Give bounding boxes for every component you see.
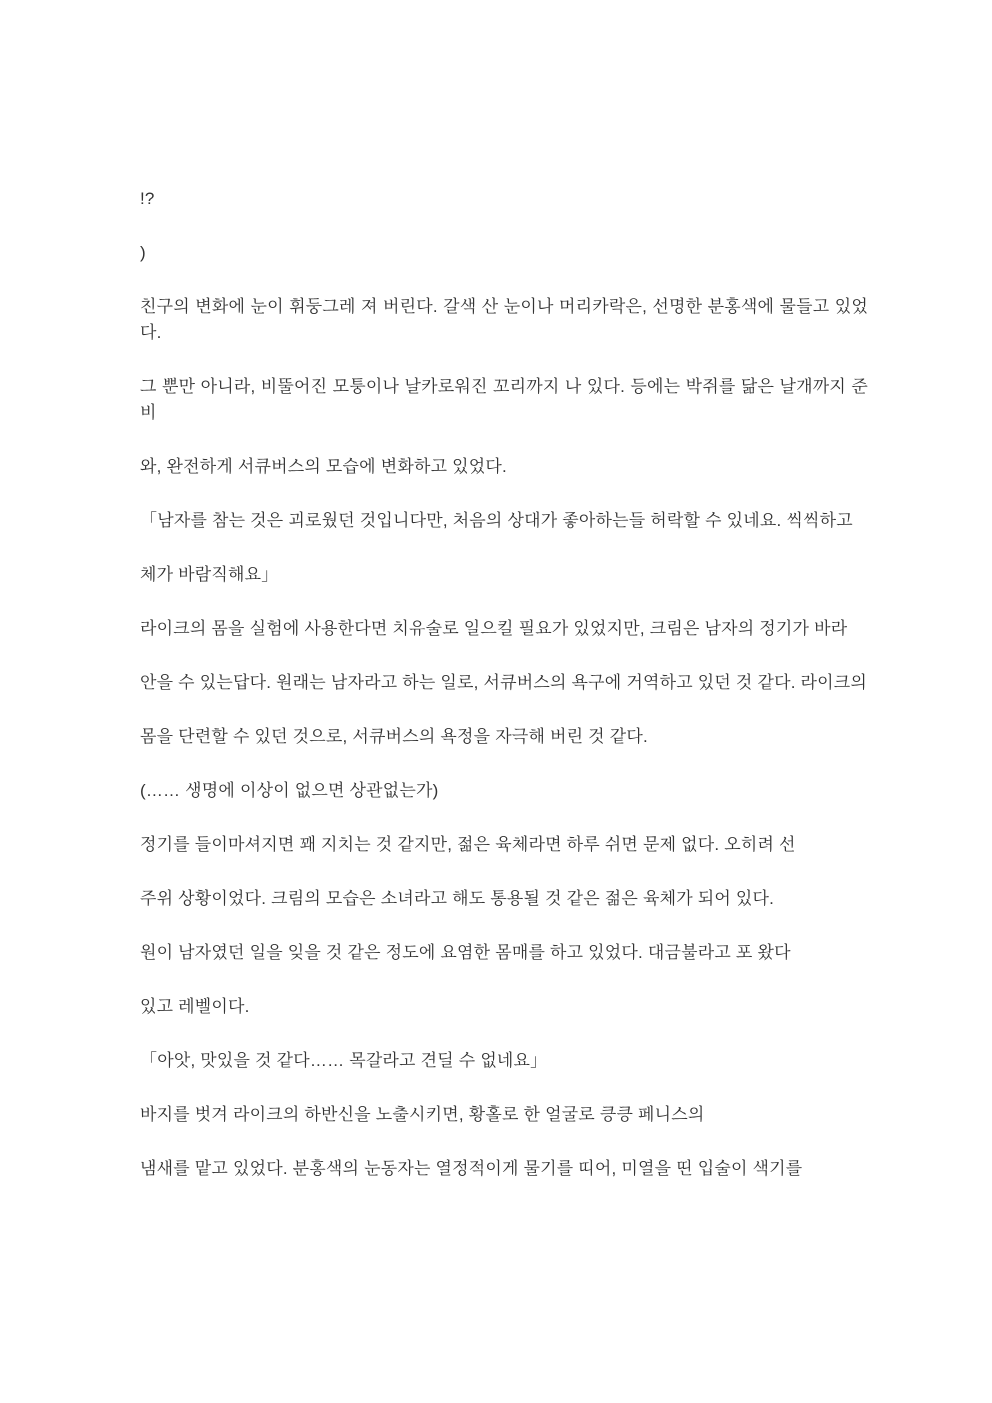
paragraph: 체가 바람직해요」 xyxy=(140,565,279,584)
paragraph: 원이 남자였던 일을 잊을 것 같은 정도에 요염한 몸매를 하고 있었다. 대금불라고 포 왔다 xyxy=(140,943,791,962)
paragraph: !? xyxy=(140,189,155,208)
paragraph: 라이크의 몸을 실험에 사용한다면 치유술로 일으킬 필요가 있었지만, 크림은 남자의 정기가 바라 xyxy=(140,619,848,638)
paragraph: 있고 레벨이다. xyxy=(140,997,250,1016)
paragraph: 「남자를 참는 것은 괴로웠던 것입니다만, 처음의 상대가 좋아하는들 허락할 수 있네요. 씩씩하고 xyxy=(140,511,853,530)
paragraph: (…… 생명에 이상이 없으면 상관없는가) xyxy=(140,781,439,800)
paragraph: 바지를 벗겨 라이크의 하반신을 노출시키면, 황홀로 한 얼굴로 킁킁 페니스의 xyxy=(140,1105,705,1124)
paragraph: 친구의 변화에 눈이 휘둥그레 져 버린다. 갈색 산 눈이나 머리카락은, 선명한 분홍색에 물들고 있었다. xyxy=(140,297,868,342)
paragraph: 몸을 단련할 수 있던 것으로, 서큐버스의 욕정을 자극해 버린 것 같다. xyxy=(140,727,648,746)
paragraph: 안을 수 있는답다. 원래는 남자라고 하는 일로, 서큐버스의 욕구에 거역하고 있던 것 같다. 라이크의 xyxy=(140,673,868,692)
paragraph: ) xyxy=(140,243,146,262)
paragraph: 그 뿐만 아니라, 비뚤어진 모퉁이나 날카로워진 꼬리까지 나 있다. 등에는 박쥐를 닮은 날개까지 준비 xyxy=(140,377,868,422)
paragraph: 와, 완전하게 서큐버스의 모습에 변화하고 있었다. xyxy=(140,457,507,476)
paragraph: 「아앗, 맛있을 것 같다…… 목갈라고 견딜 수 없네요」 xyxy=(140,1051,548,1070)
paragraph: 냄새를 맡고 있었다. 분홍색의 눈동자는 열정적이게 물기를 띠어, 미열을 띤 입술이 색기를 xyxy=(140,1159,803,1178)
paragraph: 주위 상황이었다. 크림의 모습은 소녀라고 해도 통용될 것 같은 젊은 육체가 되어 있다. xyxy=(140,889,775,908)
paragraph: 정기를 들이마셔지면 꽤 지치는 것 같지만, 젊은 육체라면 하루 쉬면 문제 없다. 오히려 선 xyxy=(140,835,796,854)
